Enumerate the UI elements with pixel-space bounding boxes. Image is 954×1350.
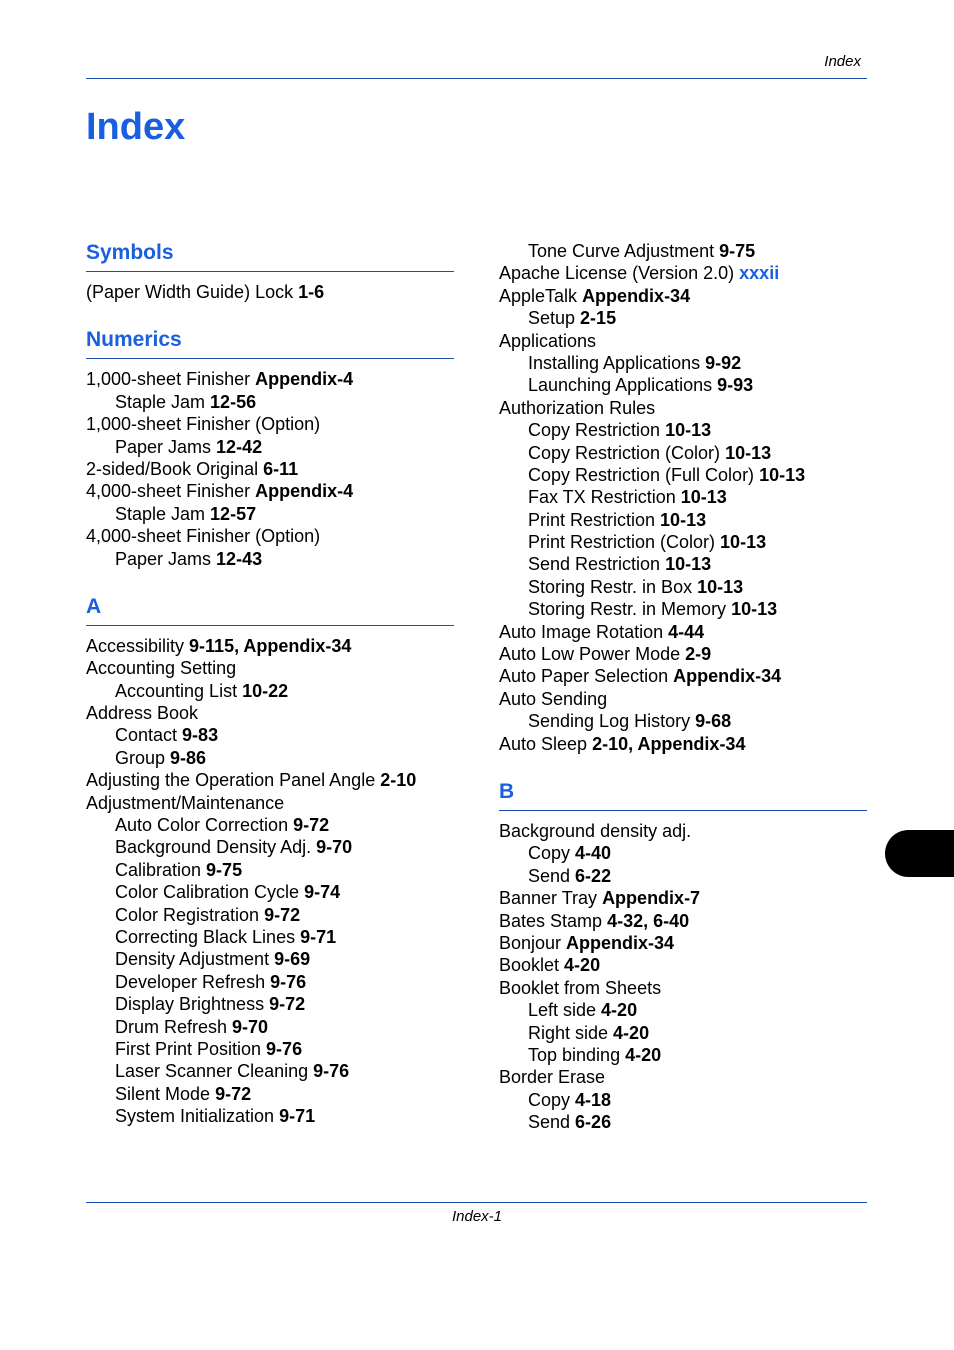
index-subentry bbox=[86, 926, 454, 948]
entry-term: Contact bbox=[115, 725, 183, 746]
entry-term: Background density adj. bbox=[499, 820, 692, 841]
entry-term: Paper Jams bbox=[115, 548, 217, 569]
section-rule bbox=[499, 810, 867, 811]
entry-term: Accessibility bbox=[86, 635, 190, 656]
page-ref: Appendix-4 bbox=[255, 481, 354, 502]
page-ref: 10-22 bbox=[242, 680, 289, 701]
page-ref: 4-20 bbox=[601, 1000, 638, 1021]
index-subentry bbox=[499, 419, 867, 441]
index-entry-list bbox=[499, 240, 867, 755]
page-ref: 9-71 bbox=[300, 926, 337, 947]
index-subentry bbox=[499, 999, 867, 1021]
page-ref: 9-76 bbox=[266, 1038, 303, 1059]
page-number: Index-1 bbox=[451, 1208, 503, 1225]
entry-term: Booklet from Sheets bbox=[499, 977, 662, 998]
entry-term: Top binding bbox=[528, 1044, 626, 1065]
index-subentry bbox=[86, 904, 454, 926]
page-ref: 6-22 bbox=[575, 865, 612, 886]
index-subentry bbox=[499, 1022, 867, 1044]
index-subentry bbox=[86, 1038, 454, 1060]
index-entry bbox=[86, 657, 454, 679]
index-entry bbox=[499, 733, 867, 755]
entry-term: Installing Applications bbox=[528, 352, 706, 373]
index-entry bbox=[86, 769, 454, 791]
index-subentry bbox=[86, 1083, 454, 1105]
index-subentry bbox=[499, 352, 867, 374]
page-ref: 10-13 bbox=[759, 464, 806, 485]
page-ref: 10-13 bbox=[665, 420, 712, 441]
entry-term: Adjusting the Operation Panel Angle bbox=[86, 770, 381, 791]
index-subentry bbox=[499, 1111, 867, 1133]
entry-term: 1,000-sheet Finisher bbox=[86, 369, 256, 390]
entry-term: Staple Jam bbox=[115, 391, 211, 412]
page-ref: Appendix-34 bbox=[582, 285, 691, 306]
index-entry bbox=[499, 285, 867, 307]
chapter-tab-marker bbox=[885, 830, 954, 877]
index-subentry bbox=[499, 842, 867, 864]
page-ref-link[interactable]: xxxii bbox=[739, 263, 780, 284]
page-ref: 1-6 bbox=[298, 282, 325, 302]
page-ref: 2-9 bbox=[685, 644, 712, 665]
page-ref: 10-13 bbox=[720, 532, 767, 553]
entry-term: Send bbox=[528, 865, 576, 886]
page-ref: 4-20 bbox=[625, 1044, 662, 1065]
index-column-left bbox=[86, 240, 454, 1128]
page-ref: 9-115, Appendix-34 bbox=[189, 635, 352, 656]
entry-term: Silent Mode bbox=[115, 1083, 216, 1104]
index-entry bbox=[499, 397, 867, 419]
page-ref: 12-57 bbox=[210, 503, 257, 524]
entry-term: Staple Jam bbox=[115, 503, 211, 524]
entry-term: 1,000-sheet Finisher (Option) bbox=[86, 414, 321, 435]
index-entry bbox=[86, 792, 454, 814]
page-ref: 12-43 bbox=[216, 548, 263, 569]
entry-term: Group bbox=[115, 747, 171, 768]
index-entry bbox=[499, 887, 867, 909]
page-ref: Appendix-34 bbox=[566, 932, 675, 953]
page-ref: 4-20 bbox=[613, 1022, 650, 1043]
section-heading: Symbols bbox=[86, 241, 174, 264]
entry-term: Copy Restriction bbox=[528, 420, 666, 441]
entry-term: Apache License (Version 2.0) bbox=[499, 263, 740, 284]
index-subentry bbox=[86, 503, 454, 525]
entry-term: Auto Sleep bbox=[499, 733, 593, 754]
entry-term: Banner Tray bbox=[499, 888, 603, 909]
index-subentry bbox=[86, 814, 454, 836]
section-heading: A bbox=[86, 594, 102, 618]
index-subentry bbox=[86, 724, 454, 746]
index-subentry bbox=[499, 865, 867, 887]
index-entry-list bbox=[86, 368, 454, 570]
page-ref: 9-70 bbox=[232, 1016, 269, 1037]
index-subentry bbox=[86, 971, 454, 993]
entry-term: Correcting Black Lines bbox=[115, 926, 301, 947]
page-ref: 6-26 bbox=[575, 1112, 612, 1133]
entry-term: Copy bbox=[528, 843, 576, 864]
page-title: Index bbox=[86, 106, 186, 148]
entry-term: Send bbox=[528, 1112, 576, 1133]
index-entry bbox=[499, 820, 867, 842]
index-subentry bbox=[499, 509, 867, 531]
index-subentry bbox=[499, 464, 867, 486]
page-ref: 9-71 bbox=[279, 1106, 316, 1127]
page-ref: 9-74 bbox=[304, 882, 341, 903]
index-entry bbox=[499, 1066, 867, 1088]
index-subentry bbox=[499, 710, 867, 732]
page-ref: 9-76 bbox=[313, 1061, 350, 1082]
index-section bbox=[86, 327, 454, 570]
entry-term: Auto Image Rotation bbox=[499, 621, 669, 642]
page-ref: 2-10 bbox=[380, 770, 417, 791]
page-ref: 10-13 bbox=[725, 442, 772, 463]
page-ref: Appendix-34 bbox=[673, 666, 782, 687]
header-rule bbox=[86, 78, 867, 79]
page-ref: 10-13 bbox=[680, 487, 727, 508]
index-entry bbox=[499, 621, 867, 643]
entry-term: Adjustment/Maintenance bbox=[86, 792, 285, 813]
index-section bbox=[499, 240, 867, 755]
page-ref: 9-75 bbox=[719, 241, 756, 261]
entry-term: Display Brightness bbox=[115, 994, 270, 1015]
entry-term: Auto Color Correction bbox=[115, 815, 294, 836]
section-rule bbox=[86, 358, 454, 359]
index-subentry bbox=[86, 391, 454, 413]
page-ref: 9-72 bbox=[269, 994, 306, 1015]
entry-term: Bonjour bbox=[499, 932, 567, 953]
entry-term: Copy Restriction (Full Color) bbox=[528, 464, 760, 485]
index-subentry bbox=[86, 680, 454, 702]
index-entry bbox=[86, 413, 454, 435]
index-subentry bbox=[86, 1105, 454, 1127]
entry-term: Background Density Adj. bbox=[115, 837, 317, 858]
entry-term: Address Book bbox=[86, 703, 199, 724]
section-rule bbox=[86, 271, 454, 272]
index-subentry bbox=[499, 374, 867, 396]
page-ref: 4-40 bbox=[575, 843, 612, 864]
page-ref: 10-13 bbox=[697, 576, 744, 597]
entry-term: (Paper Width Guide) Lock bbox=[86, 282, 299, 302]
page-ref: 2-10, Appendix-34 bbox=[592, 733, 746, 754]
index-subentry bbox=[499, 598, 867, 620]
index-section bbox=[86, 594, 454, 1128]
section-rule bbox=[86, 625, 454, 626]
page-ref: 2-15 bbox=[580, 308, 617, 329]
index-subentry bbox=[499, 1089, 867, 1111]
page-ref: 12-42 bbox=[216, 436, 263, 457]
entry-term: Drum Refresh bbox=[115, 1016, 233, 1037]
index-subentry bbox=[86, 1016, 454, 1038]
running-header: Index bbox=[824, 53, 861, 70]
entry-term: Bates Stamp bbox=[499, 910, 608, 931]
index-subentry bbox=[499, 576, 867, 598]
page-ref: 9-70 bbox=[316, 837, 353, 858]
entry-term: Color Calibration Cycle bbox=[115, 882, 305, 903]
entry-term: Left side bbox=[528, 1000, 602, 1021]
page-ref: 9-83 bbox=[182, 725, 219, 746]
index-subentry bbox=[499, 486, 867, 508]
entry-term: Launching Applications bbox=[528, 375, 718, 396]
index-subentry bbox=[499, 553, 867, 575]
page-ref: 10-13 bbox=[665, 554, 712, 575]
index-subentry bbox=[86, 948, 454, 970]
entry-term: Color Registration bbox=[115, 904, 265, 925]
index-entry bbox=[499, 954, 867, 976]
index-entry-list bbox=[499, 820, 867, 1133]
page-ref: Appendix-7 bbox=[602, 888, 701, 909]
index-entry bbox=[86, 458, 454, 480]
index-entry bbox=[86, 281, 454, 303]
index-subentry bbox=[499, 1044, 867, 1066]
entry-term: Authorization Rules bbox=[499, 397, 656, 418]
entry-term: Accounting Setting bbox=[86, 658, 237, 679]
page-ref: 10-13 bbox=[731, 599, 778, 620]
page-ref: 4-32, 6-40 bbox=[607, 910, 690, 931]
entry-term: 4,000-sheet Finisher bbox=[86, 481, 256, 502]
page-ref: 9-72 bbox=[264, 904, 301, 925]
entry-term: Calibration bbox=[115, 859, 207, 880]
entry-term: Tone Curve Adjustment bbox=[528, 241, 720, 261]
page-ref: Appendix-4 bbox=[255, 369, 354, 390]
entry-term: Fax TX Restriction bbox=[528, 487, 681, 508]
index-subentry bbox=[499, 240, 867, 262]
entry-term: Print Restriction (Color) bbox=[528, 532, 721, 553]
entry-term: Developer Refresh bbox=[115, 971, 271, 992]
page-ref: 4-20 bbox=[564, 955, 601, 976]
entry-term: Accounting List bbox=[115, 680, 243, 701]
index-section bbox=[499, 779, 867, 1133]
index-section bbox=[86, 240, 454, 303]
index-subentry bbox=[86, 881, 454, 903]
index-entry bbox=[499, 688, 867, 710]
index-subentry bbox=[86, 993, 454, 1015]
index-subentry bbox=[86, 436, 454, 458]
page-ref: 9-69 bbox=[274, 949, 311, 970]
page-ref: 9-86 bbox=[170, 747, 207, 768]
entry-term: 2-sided/Book Original bbox=[86, 458, 264, 479]
entry-term: Auto Paper Selection bbox=[499, 666, 674, 687]
entry-term: Border Erase bbox=[499, 1067, 606, 1088]
entry-term: Density Adjustment bbox=[115, 949, 275, 970]
entry-term: Setup bbox=[528, 308, 581, 329]
entry-term: Send Restriction bbox=[528, 554, 666, 575]
page-ref: 9-72 bbox=[293, 815, 330, 836]
entry-term: Sending Log History bbox=[528, 711, 696, 732]
entry-term: Laser Scanner Cleaning bbox=[115, 1061, 314, 1082]
footer-rule bbox=[86, 1202, 867, 1203]
index-entry-list bbox=[86, 635, 454, 1128]
entry-term: Right side bbox=[528, 1022, 614, 1043]
index-subentry bbox=[86, 548, 454, 570]
index-entry bbox=[499, 932, 867, 954]
index-entry bbox=[86, 480, 454, 502]
entry-term: Auto Sending bbox=[499, 688, 608, 709]
index-entry bbox=[86, 368, 454, 390]
page-ref: 4-18 bbox=[575, 1089, 612, 1110]
page-ref: 12-56 bbox=[210, 391, 257, 412]
index-column-right bbox=[499, 240, 867, 1133]
entry-term: Print Restriction bbox=[528, 509, 661, 530]
entry-term: 4,000-sheet Finisher (Option) bbox=[86, 526, 321, 547]
entry-term: Auto Low Power Mode bbox=[499, 644, 686, 665]
entry-term: Copy bbox=[528, 1089, 576, 1110]
index-entry bbox=[499, 665, 867, 687]
entry-term: System Initialization bbox=[115, 1106, 280, 1127]
index-subentry bbox=[499, 307, 867, 329]
index-entry bbox=[499, 977, 867, 999]
entry-term: Storing Restr. in Box bbox=[528, 576, 698, 597]
section-heading: B bbox=[499, 779, 515, 803]
index-entry bbox=[499, 330, 867, 352]
index-entry bbox=[499, 910, 867, 932]
page-ref: 9-92 bbox=[705, 352, 742, 373]
entry-term: First Print Position bbox=[115, 1038, 267, 1059]
entry-term: Copy Restriction (Color) bbox=[528, 442, 726, 463]
entry-term: Booklet bbox=[499, 955, 565, 976]
index-subentry bbox=[86, 747, 454, 769]
entry-term: AppleTalk bbox=[499, 285, 583, 306]
index-subentry bbox=[499, 442, 867, 464]
section-heading: Numerics bbox=[86, 328, 182, 352]
page-ref: 4-44 bbox=[668, 621, 705, 642]
index-subentry bbox=[499, 531, 867, 553]
index-entry bbox=[499, 643, 867, 665]
index-entry bbox=[86, 525, 454, 547]
index-subentry bbox=[86, 859, 454, 881]
page-ref: 9-72 bbox=[215, 1083, 252, 1104]
page-ref: 6-11 bbox=[263, 458, 299, 479]
index-subentry bbox=[86, 836, 454, 858]
page-ref: 9-75 bbox=[206, 859, 243, 880]
page-ref: 9-68 bbox=[695, 711, 732, 732]
page-ref: 9-76 bbox=[270, 971, 307, 992]
index-entry-list bbox=[86, 281, 454, 303]
entry-term: Applications bbox=[499, 330, 597, 351]
index-entry bbox=[86, 702, 454, 724]
index-entry bbox=[499, 262, 867, 284]
index-subentry bbox=[86, 1060, 454, 1082]
index-entry bbox=[86, 635, 454, 657]
entry-term: Paper Jams bbox=[115, 436, 217, 457]
page-ref: 10-13 bbox=[660, 509, 707, 530]
page-ref: 9-93 bbox=[717, 375, 754, 396]
entry-term: Storing Restr. in Memory bbox=[528, 599, 732, 620]
